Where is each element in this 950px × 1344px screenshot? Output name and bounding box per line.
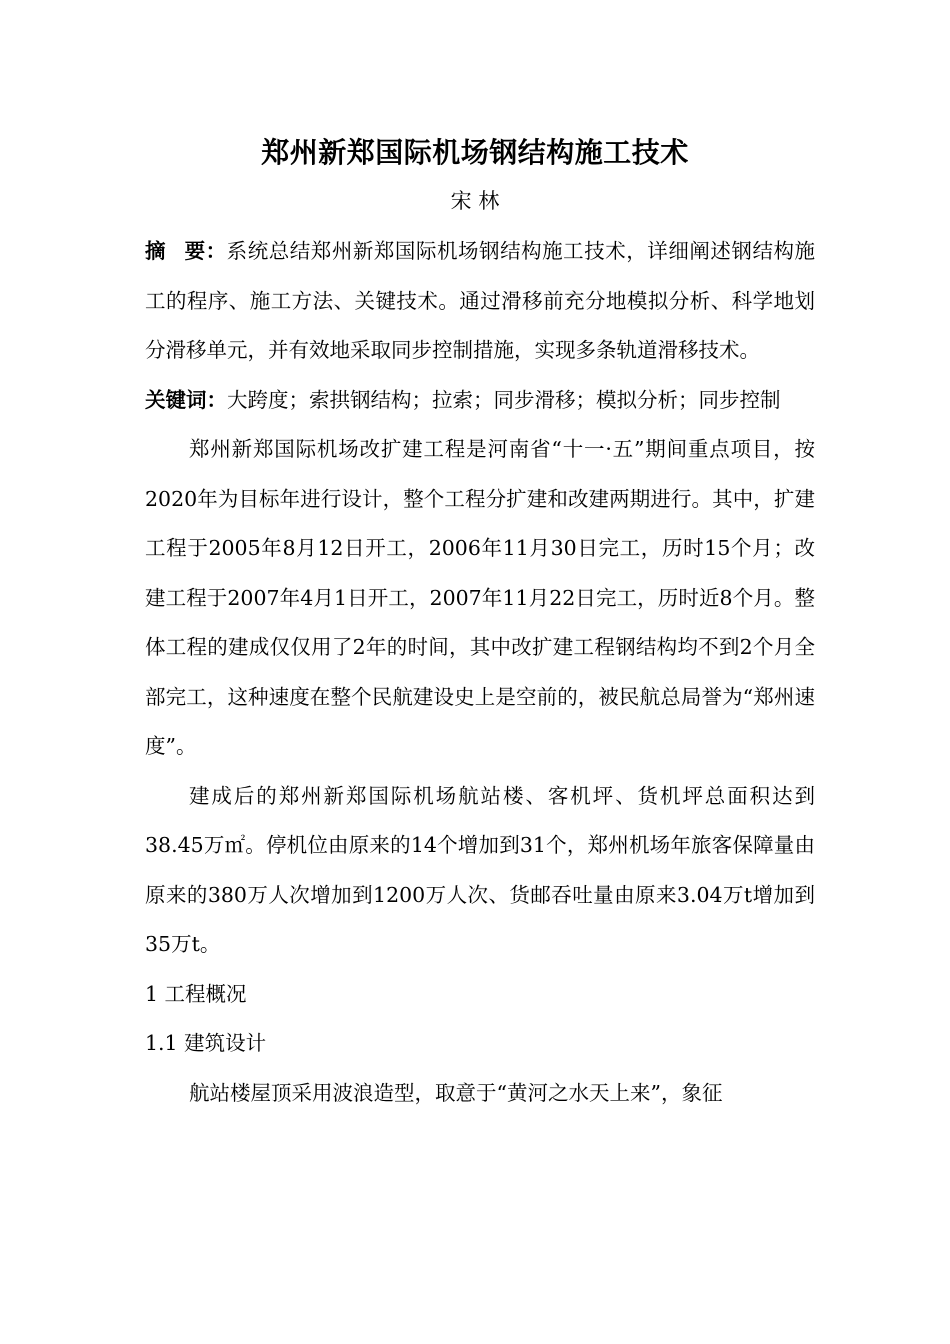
keywords-label: 关键词： [145,387,227,412]
keywords-text: 大跨度；索拱钢结构；拉索；同步滑移；模拟分析；同步控制 [227,387,781,412]
document-title: 郑州新郑国际机场钢结构施工技术 [261,136,689,169]
section-heading-1-1: 1.1 建筑设计 [145,1031,267,1055]
abstract-label-b: 要： [184,239,227,263]
keywords-paragraph [145,376,815,426]
body-paragraph-2: 建成后的郑州新郑国际机场航站楼、客机坪、货机坪总面积达到38.45万㎡。停机位由原来的14个增加到31个，郑州机场年旅客保障量由原来的380万人次增加到1200万人次、货邮吞吐量由原来3.04万t增加到35万t。 [145,783,815,956]
abstract-paragraph [145,227,815,376]
document-body [145,227,815,1118]
author-name: 宋 林 [450,189,500,213]
abstract-text: 系统总结郑州新郑国际机场钢结构施工技术，详细阐述钢结构施工的程序、施工方法、关键技术。通过滑移前充分地模拟分析、科学地划分滑移单元，并有效地采取同步控制措施，实现多条轨道滑移技术。 [145,239,816,362]
section-heading-1: 1 工程概况 [145,981,247,1006]
body-paragraph-1: 郑州新郑国际机场改扩建工程是河南省“十一·五”期间重点项目，按2020年为目标年进行设计，整个工程分扩建和改建两期进行。其中，扩建工程于2005年8月12日开工，2006年11月30日完工，历时15个月；改建工程于2007年4月1日开工，2007年11月22日完工，历时近8个月。整体工程的建成仅仅用了2年的时间，其中改扩建工程钢结构均不到2个月全部完工，这种速度在整个民航建设史上是空前的，被民航总局誉为“郑州速度”。 [145,437,815,758]
body-paragraph-3: 航站楼屋顶采用波浪造型，取意于“黄河之水天上来”，象征 [189,1080,723,1105]
abstract-label-a: 摘 [145,239,167,263]
